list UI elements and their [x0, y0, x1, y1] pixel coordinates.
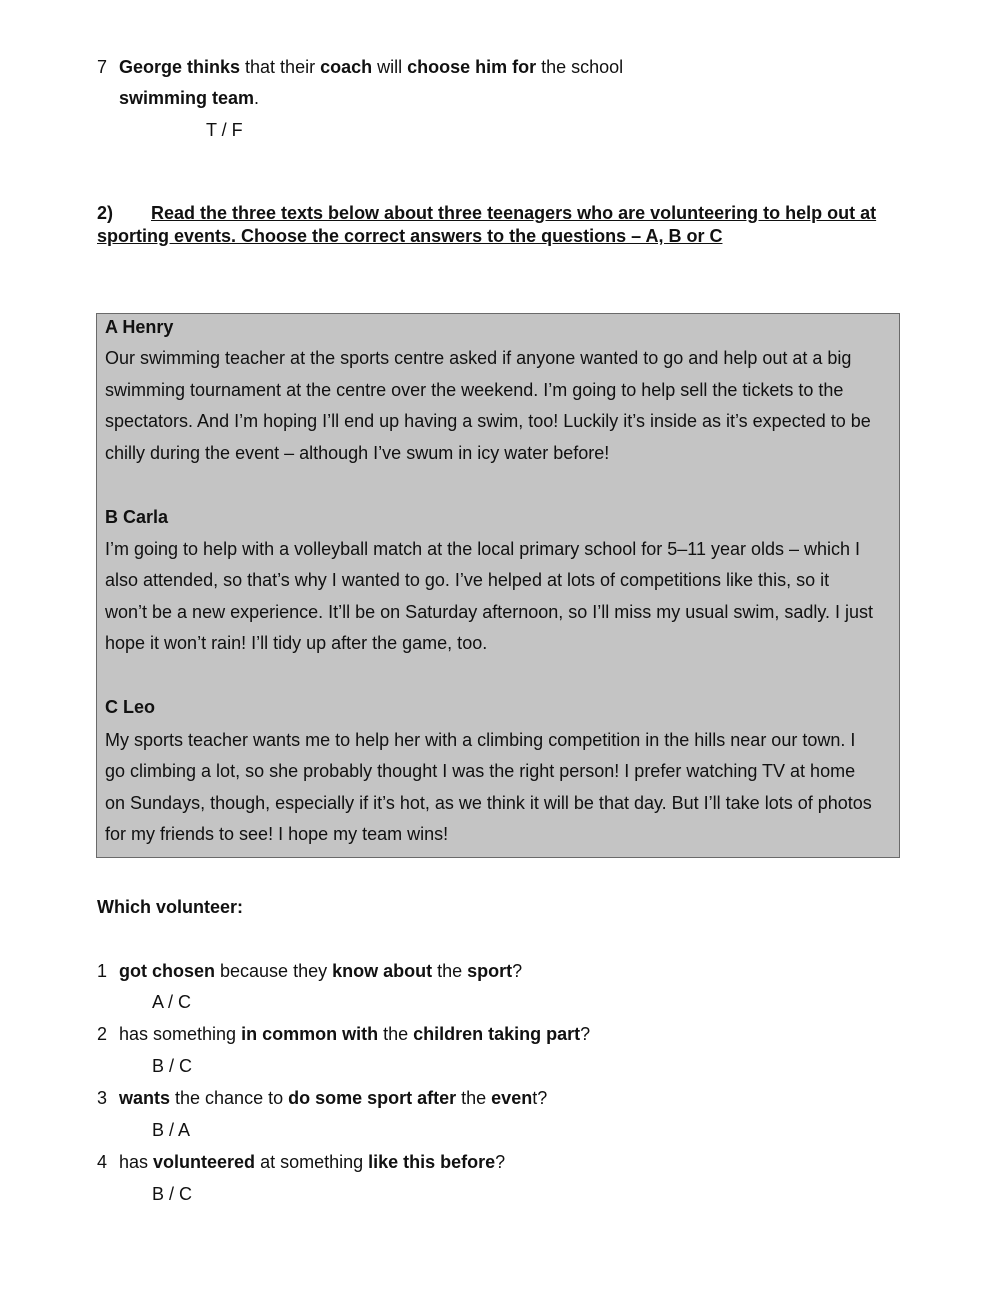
- text-a-line: swimming tournament at the centre over the weekend. I’m going to help sell the tickets to the: [105, 380, 844, 400]
- text-a-name: A Henry: [105, 317, 174, 337]
- which-volunteer-heading: Which volunteer:: [97, 897, 244, 917]
- section-2-instruction-text: Read the three texts below about three teenagers who are volunteering to help out at sporting events. Choose the correct answers to the questions – A, B or C: [97, 203, 877, 246]
- question-number: 4: [97, 1152, 108, 1172]
- q7-answer-choice[interactable]: T / F: [206, 120, 243, 140]
- text-c-line: go climbing a lot, so she probably thought I was the right person! I prefer watching TV at home: [105, 761, 856, 781]
- text-a-line: spectators. And I’m hoping I’ll end up having a swim, too! Luckily it’s inside as it’s expected to be: [105, 411, 871, 431]
- q7-part: the school: [536, 57, 624, 77]
- q7-part: coach: [320, 57, 373, 77]
- q4-part: like this before: [368, 1152, 496, 1172]
- section-2-label: 2): [97, 203, 114, 223]
- question-4-answer-choice[interactable]: B / C: [152, 1184, 193, 1204]
- q4-part: volunteered: [153, 1152, 256, 1172]
- q7-line-end: .: [254, 88, 260, 108]
- text-b-line: I’m going to help with a volleyball match at the local primary school for 5–11 year olds – which I: [105, 539, 861, 559]
- question-4-text: [119, 1152, 505, 1173]
- q2-part: children taking part: [413, 1024, 581, 1044]
- text-c-name: C Leo: [105, 697, 156, 717]
- question-2-answer-choice[interactable]: B / C: [152, 1056, 193, 1076]
- q4-part: has: [119, 1152, 154, 1172]
- q7-part: will: [372, 57, 408, 77]
- q7-statement-line2: [119, 88, 259, 109]
- q4-part: ?: [495, 1152, 506, 1172]
- section-2-instruction: [97, 202, 897, 248]
- q3-part: the chance to: [170, 1088, 289, 1108]
- question-3-text: [119, 1088, 547, 1109]
- q1-part: ?: [512, 961, 523, 981]
- text-b-line: also attended, so that’s why I wanted to go. I’ve helped at lots of competitions like this, so it: [105, 570, 830, 590]
- question-number: 2: [97, 1024, 108, 1044]
- q1-part: because they: [215, 961, 333, 981]
- q7-part: choose him for: [407, 57, 537, 77]
- q7-bold-phrase: swimming team: [119, 88, 255, 108]
- q2-part: ?: [580, 1024, 591, 1044]
- text-b-line: won’t be a new experience. It’ll be on Saturday afternoon, so I’ll miss my usual swim, sadly. I just: [105, 602, 874, 622]
- reading-texts-box: [96, 313, 900, 858]
- q7-part: George thinks: [119, 57, 241, 77]
- text-b-line: hope it won’t rain! I’ll tidy up after the game, too.: [105, 633, 488, 653]
- question-1-text: [119, 961, 522, 982]
- q1-part: know about: [332, 961, 433, 981]
- question-1-answer-choice[interactable]: A / C: [152, 992, 192, 1012]
- q7-number: 7: [97, 57, 108, 77]
- text-c-line: My sports teacher wants me to help her with a climbing competition in the hills near our town. I: [105, 730, 856, 750]
- q2-part: the: [378, 1024, 414, 1044]
- q3-part: do some sport after: [288, 1088, 457, 1108]
- text-b-name: B Carla: [105, 507, 169, 527]
- q3-part: t?: [532, 1088, 548, 1108]
- text-a-line: chilly during the event – although I’ve swum in icy water before!: [105, 443, 610, 463]
- text-a-line: Our swimming teacher at the sports centre asked if anyone wanted to go and help out at a big: [105, 348, 852, 368]
- q1-part: got chosen: [119, 961, 216, 981]
- question-number: 1: [97, 961, 108, 981]
- q2-part: in common with: [241, 1024, 379, 1044]
- q7-statement: [119, 57, 623, 78]
- question-2-text: [119, 1024, 590, 1045]
- q1-part: sport: [467, 961, 513, 981]
- q7-part: that their: [240, 57, 321, 77]
- question-3-answer-choice[interactable]: B / A: [152, 1120, 191, 1140]
- question-number: 3: [97, 1088, 108, 1108]
- text-c-line: on Sundays, though, especially if it’s hot, as we think it will be that day. But I’ll take lots of photos: [105, 793, 872, 813]
- q3-part: even: [491, 1088, 533, 1108]
- text-c-line: for my friends to see! I hope my team wins!: [105, 824, 449, 844]
- q2-part: has something: [119, 1024, 242, 1044]
- q3-part: wants: [119, 1088, 171, 1108]
- q4-part: at something: [255, 1152, 369, 1172]
- q3-part: the: [456, 1088, 492, 1108]
- q1-part: the: [432, 961, 468, 981]
